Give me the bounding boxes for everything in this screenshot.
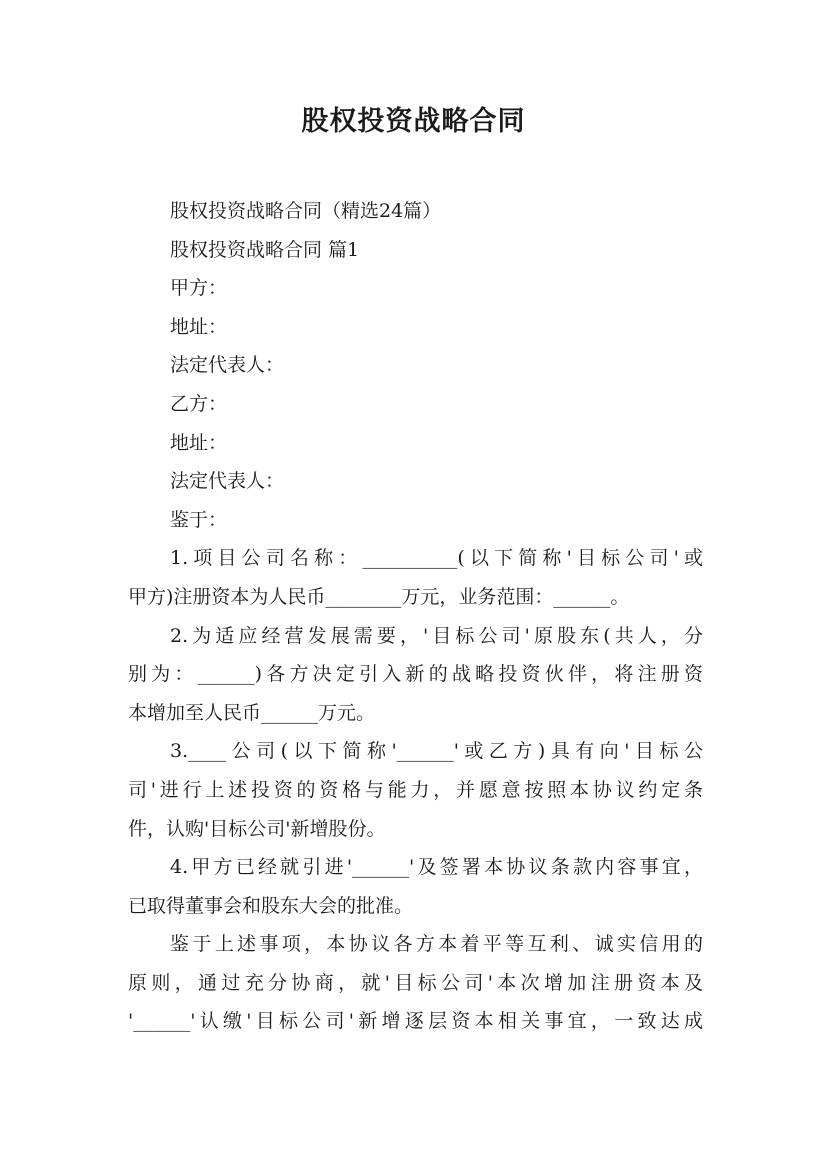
party-a-representative-label: 法定代表人： [170,354,285,377]
party-b-address-label: 地址： [170,431,228,454]
paragraph-line: 件，认购'目标公司'新增股份。 [128,817,386,840]
paragraph-line: 甲方)注册资本为人民币________万元，业务范围：______。 [128,585,630,608]
party-b-label: 乙方： [170,392,228,415]
document-body [128,192,703,1041]
document-title: 股权投资战略合同 [301,106,526,137]
whereas-label: 鉴于： [170,508,228,531]
paragraph-line: 已取得董事会和股东大会的批准。 [128,894,414,917]
section-heading: 股权投资战略合同 篇1 [170,238,360,261]
paragraph-line: 本增加至人民币______万元。 [128,701,376,724]
party-b-representative-label: 法定代表人： [170,470,285,493]
party-a-label: 甲方： [170,277,228,300]
paragraph-line: 4.甲方已经就引进'______'及签署本协议条款内容事宜， [170,856,703,879]
paragraph-line: 司'进行上述投资的资格与能力，并愿意按照本协议约定条 [128,778,703,801]
party-a-address-label: 地址： [170,315,228,338]
paragraph-line: 别为：______)各方决定引入新的战略投资伙伴，将注册资 [128,663,703,686]
paragraph-line: 2.为适应经营发展需要，'目标公司'原股东(共人，分 [170,624,703,647]
paragraph-line: 鉴于上述事项，本协议各方本着平等互利、诚实信用的 [170,933,703,956]
subtitle-line: 股权投资战略合同（精选24篇） [170,200,442,222]
paragraph-line: '______'认缴'目标公司'新增逐层资本相关事宜，一致达成 [128,1010,703,1033]
paragraph-line: 1.项目公司名称：__________(以下简称'目标公司'或 [170,547,703,570]
paragraph-line: 原则，通过充分协商，就'目标公司'本次增加注册资本及 [128,971,703,994]
paragraph-line: 3.____公司(以下简称'______'或乙方)具有向'目标公 [170,740,703,763]
